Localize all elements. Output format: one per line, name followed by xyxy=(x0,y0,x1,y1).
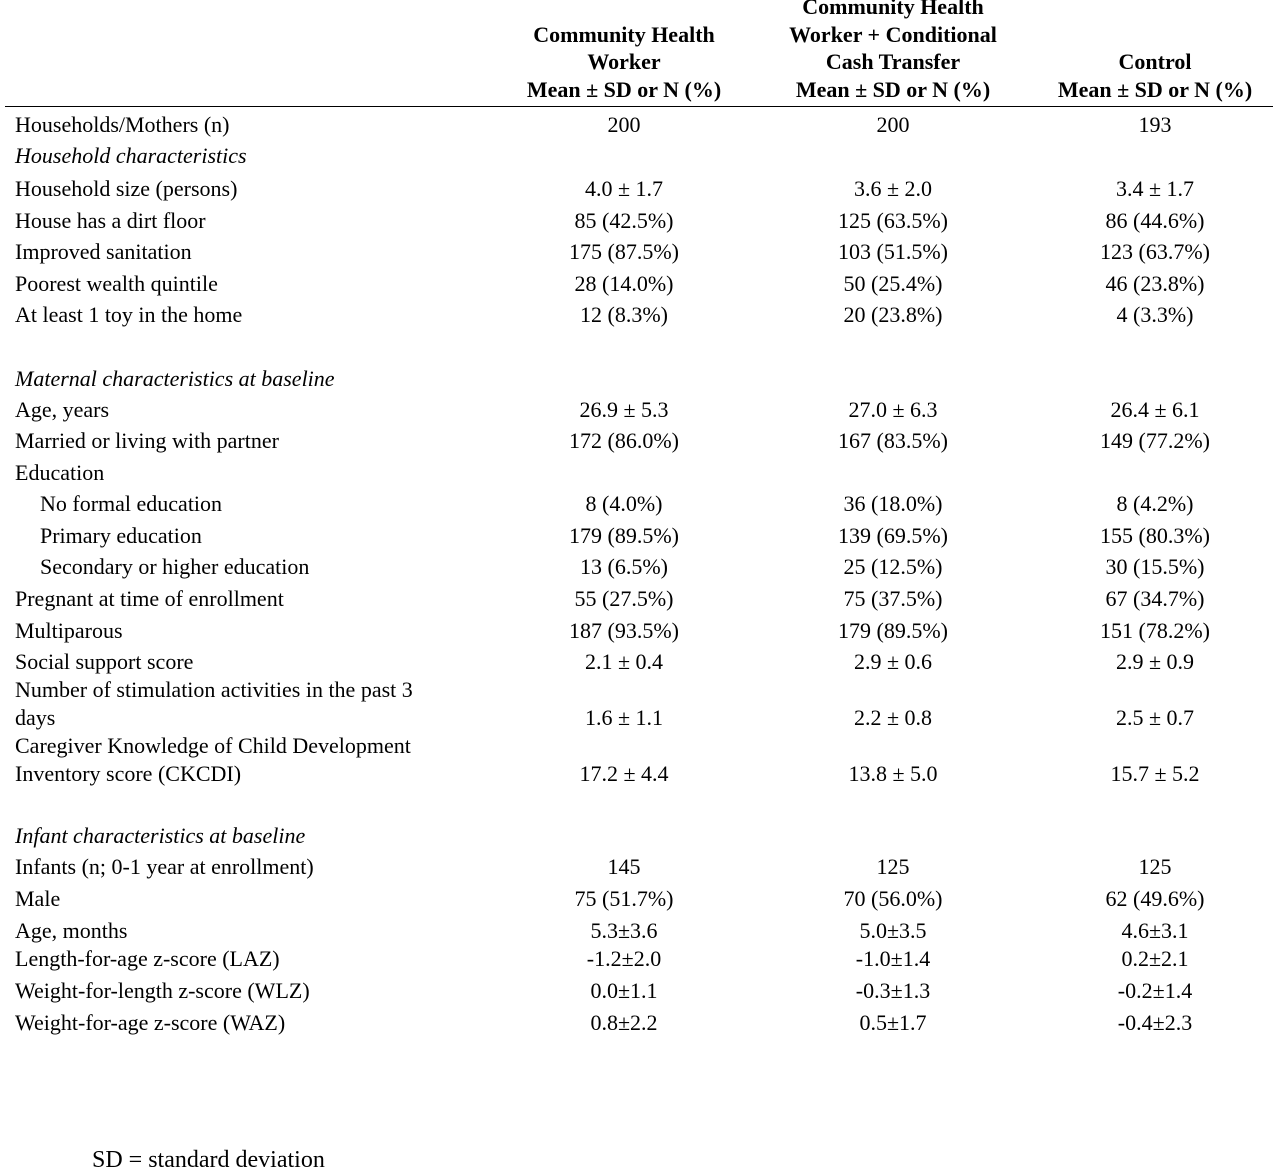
value-chw-cct: 27.0 ± 6.3 xyxy=(848,397,938,422)
value-chw: 0.0±1.1 xyxy=(590,978,658,1003)
value-chw: 145 xyxy=(607,854,641,879)
value-chw: 13 (6.5%) xyxy=(580,554,668,579)
row-label-line: No formal education xyxy=(40,491,223,516)
column-header-line: Worker + Conditional xyxy=(789,21,997,47)
value-chw: 4.0 ± 1.7 xyxy=(584,176,664,201)
row-label-line: Improved sanitation xyxy=(15,239,192,264)
row-label-line: Weight-for-length z-score (WLZ) xyxy=(15,978,310,1003)
row-label-line: Household size (persons) xyxy=(15,176,238,201)
value-control: 26.4 ± 6.1 xyxy=(1110,397,1200,422)
value-chw-cct: 125 (63.5%) xyxy=(838,208,948,233)
value-chw: 1.6 ± 1.1 xyxy=(584,705,664,730)
row-label-line: Inventory score (CKCDI) xyxy=(15,761,242,786)
value-chw: 26.9 ± 5.3 xyxy=(579,397,669,422)
value-control: -0.2±1.4 xyxy=(1117,978,1193,1003)
row-label xyxy=(15,649,193,677)
column-header-line: Worker xyxy=(587,49,661,74)
value-control: 193 xyxy=(1138,112,1172,137)
table-header xyxy=(0,0,1280,106)
column-header-line: Mean ± SD or N (%) xyxy=(526,76,722,102)
row-label-line: days xyxy=(15,705,56,730)
row-label xyxy=(40,491,222,519)
value-chw: -1.2±2.0 xyxy=(586,946,662,971)
value-control: 149 (77.2%) xyxy=(1100,428,1210,453)
value-chw: 55 (27.5%) xyxy=(574,586,674,611)
value-chw: 8 (4.0%) xyxy=(585,491,663,516)
value-chw-cct: -0.3±1.3 xyxy=(855,978,931,1003)
value-control: 125 xyxy=(1138,854,1172,879)
value-chw-cct: 125 xyxy=(876,854,910,879)
row-label-line: Number of stimulation activities in the past 3 xyxy=(15,677,413,702)
value-chw: 75 (51.7%) xyxy=(574,886,674,911)
row-label xyxy=(15,239,192,267)
row-label-line: Poorest wealth quintile xyxy=(15,271,218,296)
value-chw-cct: 179 (89.5%) xyxy=(838,618,948,643)
row-label-line: Caregiver Knowledge of Child Development xyxy=(15,733,411,758)
value-control: 2.5 ± 0.7 xyxy=(1115,705,1195,730)
row-label-line: Infants (n; 0-1 year at enrollment) xyxy=(15,854,314,879)
row-label xyxy=(15,1010,285,1038)
value-chw-cct: 2.9 ± 0.6 xyxy=(853,649,933,674)
value-control: 2.9 ± 0.9 xyxy=(1115,649,1195,674)
value-control: 86 (44.6%) xyxy=(1105,208,1205,233)
row-label xyxy=(15,428,279,456)
row-label-line: Pregnant at time of enrollment xyxy=(15,586,284,611)
column-header-chw-cct xyxy=(763,0,1023,103)
value-chw-cct: 3.6 ± 2.0 xyxy=(853,176,933,201)
footnote: SD = standard deviation xyxy=(92,1147,325,1173)
value-control: 67 (34.7%) xyxy=(1105,586,1205,611)
row-label-line: Infant characteristics at baseline xyxy=(15,823,306,848)
section-heading xyxy=(15,366,335,394)
row-label xyxy=(40,523,202,551)
row-label-line: House has a dirt floor xyxy=(15,208,206,233)
value-chw: 172 (86.0%) xyxy=(569,428,679,453)
column-header-line: Mean ± SD or N (%) xyxy=(1057,76,1253,102)
section-heading xyxy=(15,143,247,171)
value-control: 15.7 ± 5.2 xyxy=(1110,761,1200,786)
row-label-line: Length-for-age z-score (LAZ) xyxy=(15,946,280,971)
value-chw-cct: 20 (23.8%) xyxy=(843,302,943,327)
row-label xyxy=(15,208,206,236)
value-chw: 12 (8.3%) xyxy=(580,302,668,327)
value-control: 62 (49.6%) xyxy=(1105,886,1205,911)
value-chw-cct: 0.5±1.7 xyxy=(859,1010,927,1035)
value-chw-cct: 5.0±3.5 xyxy=(859,918,927,943)
section-heading xyxy=(15,823,305,851)
value-chw: 175 (87.5%) xyxy=(569,239,679,264)
value-chw-cct: 103 (51.5%) xyxy=(838,239,948,264)
row-label xyxy=(15,397,109,425)
value-chw: 28 (14.0%) xyxy=(574,271,674,296)
row-label xyxy=(15,112,229,140)
row-label xyxy=(40,554,309,582)
row-label xyxy=(15,460,104,488)
row-label-line: Secondary or higher education xyxy=(40,554,310,579)
value-chw-cct: -1.0±1.4 xyxy=(855,946,931,971)
row-label xyxy=(15,677,413,733)
value-chw: 17.2 ± 4.4 xyxy=(579,761,669,786)
value-control: 8 (4.2%) xyxy=(1116,491,1194,516)
value-control: 4.6±3.1 xyxy=(1121,918,1189,943)
row-label-line: Multiparous xyxy=(15,618,123,643)
row-label xyxy=(15,618,123,646)
value-control: 46 (23.8%) xyxy=(1105,271,1205,296)
value-control: 3.4 ± 1.7 xyxy=(1115,176,1195,201)
row-label-line: Married or living with partner xyxy=(15,428,279,453)
row-label-line: Age, months xyxy=(15,918,128,943)
row-label-line: Maternal characteristics at baseline xyxy=(15,366,335,391)
value-chw-cct: 2.2 ± 0.8 xyxy=(853,705,933,730)
row-label xyxy=(15,733,411,789)
row-label xyxy=(15,586,284,614)
column-header-line: Community Health xyxy=(802,0,984,19)
value-control: 123 (63.7%) xyxy=(1100,239,1210,264)
row-label-line: Education xyxy=(15,460,105,485)
value-chw: 0.8±2.2 xyxy=(590,1010,658,1035)
value-chw: 2.1 ± 0.4 xyxy=(584,649,664,674)
value-chw-cct: 200 xyxy=(876,112,910,137)
value-control: 4 (3.3%) xyxy=(1116,302,1194,327)
column-header-line: Cash Transfer xyxy=(825,49,961,74)
value-chw: 187 (93.5%) xyxy=(569,618,679,643)
value-chw: 5.3±3.6 xyxy=(590,918,658,943)
value-control: -0.4±2.3 xyxy=(1117,1010,1193,1035)
row-label-line: Age, years xyxy=(15,397,110,422)
row-label xyxy=(15,886,60,914)
row-label-line: Social support score xyxy=(15,649,194,674)
value-chw: 179 (89.5%) xyxy=(569,523,679,548)
row-label xyxy=(15,302,242,330)
header-divider xyxy=(5,106,1273,107)
value-chw-cct: 167 (83.5%) xyxy=(838,428,948,453)
value-control: 0.2±2.1 xyxy=(1121,946,1189,971)
row-label xyxy=(15,978,310,1006)
value-chw-cct: 139 (69.5%) xyxy=(838,523,948,548)
row-label xyxy=(15,854,314,882)
row-label xyxy=(15,176,237,204)
column-header-line: Mean ± SD or N (%) xyxy=(795,76,991,102)
value-control: 151 (78.2%) xyxy=(1100,618,1210,643)
column-header-line: Control xyxy=(1118,49,1192,74)
row-label-line: Households/Mothers (n) xyxy=(15,112,230,137)
row-label-line: At least 1 toy in the home xyxy=(15,302,243,327)
value-chw-cct: 36 (18.0%) xyxy=(843,491,943,516)
value-chw-cct: 50 (25.4%) xyxy=(843,271,943,296)
value-chw-cct: 25 (12.5%) xyxy=(843,554,943,579)
column-header-control xyxy=(1025,48,1280,103)
row-label xyxy=(15,918,127,946)
value-chw-cct: 70 (56.0%) xyxy=(843,886,943,911)
row-label xyxy=(15,946,280,974)
row-label-line: Male xyxy=(15,886,61,911)
row-label-line: Primary education xyxy=(40,523,202,548)
column-header-line: Community Health xyxy=(533,21,715,47)
value-chw: 200 xyxy=(607,112,641,137)
value-control: 30 (15.5%) xyxy=(1105,554,1205,579)
row-label xyxy=(15,271,218,299)
value-chw-cct: 75 (37.5%) xyxy=(843,586,943,611)
column-header-chw xyxy=(494,21,754,104)
value-chw: 85 (42.5%) xyxy=(574,208,674,233)
row-label-line: Weight-for-age z-score (WAZ) xyxy=(15,1010,286,1035)
value-chw-cct: 13.8 ± 5.0 xyxy=(848,761,938,786)
row-label-line: Household characteristics xyxy=(15,143,247,168)
value-control: 155 (80.3%) xyxy=(1100,523,1210,548)
